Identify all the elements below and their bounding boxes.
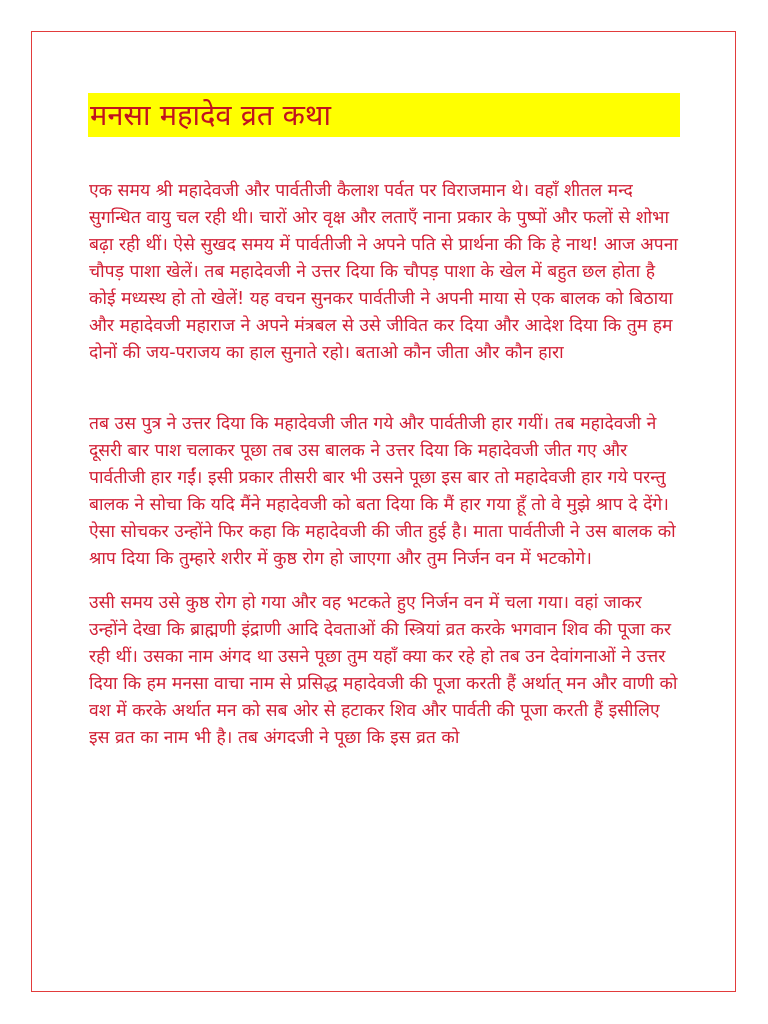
document-title: मनसा महादेव व्रत कथा xyxy=(90,98,331,132)
paragraph-2: तब उस पुत्र ने उत्तर दिया कि महादेवजी जीत गये और पार्वतीजी हार गयीं। तब महादेवजी ने दूसरी बार पाश चलाकर पूछा तब उस बालक ने उत्तर दिया कि महादेवजी जीत गए और पार्वतीजी हार गईं। इसी प्रकार तीसरी बार भी उसने पूछा इस बार तो महादेवजी हार गये परन्तु बालक ने सोचा कि यदि मैंने महादेवजी को बता दिया कि मैं हार गया हूँ तो वे मुझे श्राप दे देंगे। ऐसा सोचकर उन्होंने फिर कहा कि महादेवजी की जीत हुई है। माता पार्वतीजी ने उस बालक को श्राप दिया कि तुम्हारे शरीर में कुष्ठ रोग हो जाएगा और तुम निर्जन वन में भटकोगे। xyxy=(89,414,676,569)
story-body xyxy=(89,178,679,752)
title-highlight xyxy=(88,93,680,137)
paragraph-1: एक समय श्री महादेवजी और पार्वतीजी कैलाश पर्वत पर विराजमान थे। वहाँ शीतल मन्द सुगन्धित वायु चल रही थी। चारों ओर वृक्ष और लताएँ नाना प्रकार के पुष्पों और फलों से शोभा बढ़ा रही थीं। ऐसे सुखद समय में पार्वतीजी ने अपने पति से प्रार्थना की कि हे नाथ! आज अपना चौपड़ पाशा खेलें। तब महादेवजी ने उत्तर दिया कि चौपड़ पाशा के खेल में बहुत छल होता है कोई मध्यस्थ हो तो खेलें! यह वचन सुनकर पार्वतीजी ने अपनी माया से एक बालक को बिठाया और महादेवजी महाराज ने अपने मंत्रबल से उसे जीवित कर दिया और आदेश दिया कि तुम हम दोनों की जय-पराजय का हाल सुनाते रहो। बताओ कौन जीता और कौन हारा xyxy=(89,181,678,363)
paragraph-3: उसी समय उसे कुष्ठ रोग हो गया और वह भटकते हुए निर्जन वन में चला गया। वहां जाकर उन्होंने देखा कि ब्राह्मणी इंद्राणी आदि देवताओं की स्त्रियां व्रत करके भगवान शिव की पूजा कर रही थीं। उसका नाम अंगद था उसने पूछा तुम यहाँ क्या कर रहे हो तब उन देवांगनाओं ने उत्तर दिया कि हम मनसा वाचा नाम से प्रसिद्ध महादेवजी की पूजा करती हैं अर्थात् मन और वाणी को वश में करके अर्थात मन को सब ओर से हटाकर शिव और पार्वती की पूजा करती हैं इसीलिए इस व्रत का नाम भी है। तब अंगदजी ने पूछा कि इस व्रत को xyxy=(89,593,678,748)
